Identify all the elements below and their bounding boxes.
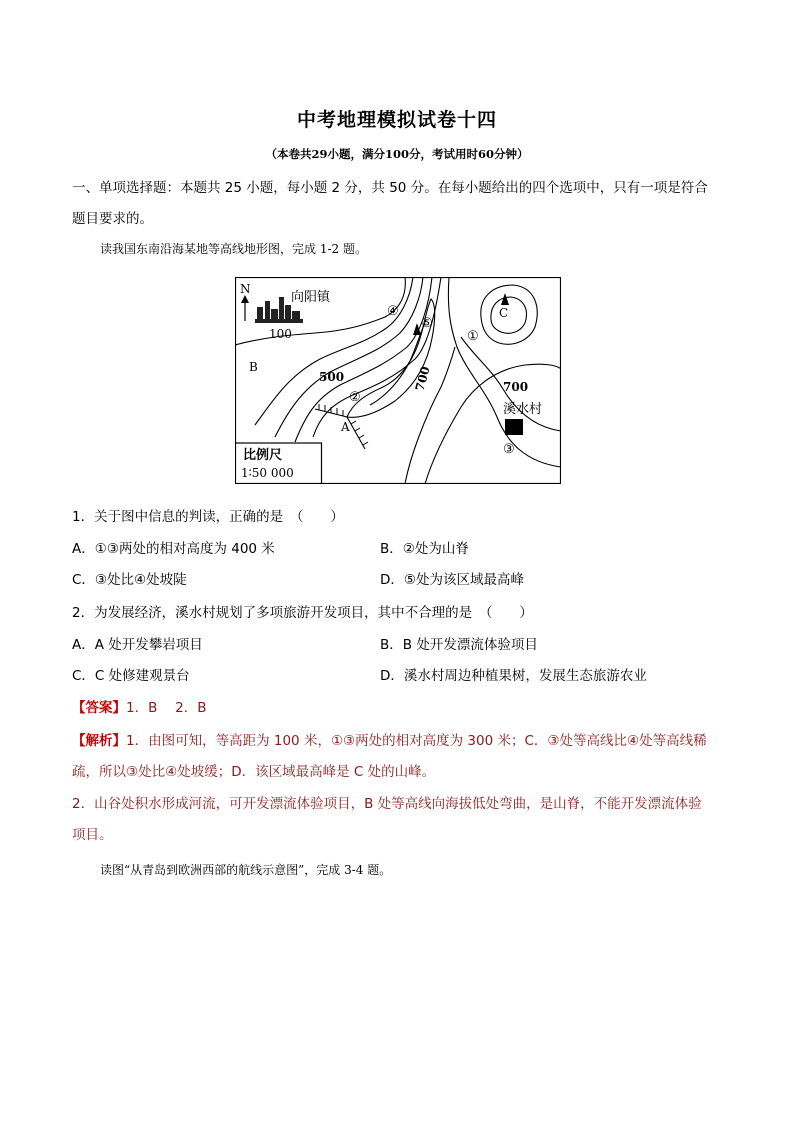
question-1-stem: 1．关于图中信息的判读，正确的是 （ ） bbox=[72, 509, 344, 525]
question-intro-3-4: 读图“从青岛到欧洲西部的航线示意图”，完成 3-4 题。 bbox=[100, 863, 392, 877]
analysis-line-1: 1．由图可知，等高距为 100 米，①③两处的相对高度为 300 米；C．③处等高线比④处等高线稀 bbox=[126, 733, 707, 749]
page-subtitle: （本卷共29小题，满分100分，考试用时60分钟） bbox=[265, 147, 529, 161]
village-icon bbox=[505, 419, 523, 435]
contour-label-500: 500 bbox=[319, 370, 345, 384]
question-2-stem: 2．为发展经济，溪水村规划了多项旅游开发项目，其中不合理的是 （ ） bbox=[72, 605, 533, 621]
mark-4: ④ bbox=[387, 304, 399, 319]
scale-label: 比例尺 bbox=[243, 448, 283, 463]
mark-1: ① bbox=[467, 329, 479, 344]
question-2-option-d: D．溪水村周边种植果树，发展生态旅游农业 bbox=[380, 668, 647, 684]
point-c-label: C bbox=[499, 306, 509, 320]
mark-2: ② bbox=[349, 390, 361, 405]
question-2-option-c: C．C 处修建观景台 bbox=[72, 668, 190, 684]
point-b-label: B bbox=[249, 360, 258, 374]
town-label: 向阳镇 bbox=[291, 290, 331, 305]
contour-label-700-b: 700 bbox=[503, 380, 529, 394]
question-1-option-a: A．①③两处的相对高度为 400 米 bbox=[72, 541, 275, 557]
answer-label: 【答案】 bbox=[72, 700, 126, 716]
scale-value: 1∶50 000 bbox=[241, 466, 294, 480]
section-instruction-line2: 题目要求的。 bbox=[72, 211, 153, 227]
contour-map bbox=[235, 277, 561, 484]
analysis-line-4: 项目。 bbox=[72, 827, 113, 843]
contour-label-100: 100 bbox=[269, 327, 292, 341]
mark-3: ③ bbox=[503, 442, 515, 457]
point-a-label: A bbox=[341, 420, 350, 434]
question-2-option-b: B．B 处开发漂流体验项目 bbox=[380, 637, 538, 653]
answer-text: 1．B 2．B bbox=[126, 700, 207, 716]
page-title: 中考地理模拟试卷十四 bbox=[296, 109, 497, 131]
section-instruction-line1: 一、单项选择题：本题共 25 小题，每小题 2 分，共 50 分。在每小题给出的四个选项中，只有一项是符合 bbox=[72, 180, 708, 196]
contour-map-figure bbox=[235, 277, 561, 484]
north-label: N bbox=[240, 282, 251, 296]
question-1-option-c: C．③处比④处坡陡 bbox=[72, 572, 187, 588]
analysis-row-1 bbox=[72, 729, 707, 749]
mark-5: ⑤ bbox=[421, 316, 433, 331]
question-1-option-b: B．②处为山脊 bbox=[380, 541, 469, 557]
analysis-label: 【解析】 bbox=[72, 733, 126, 749]
answer-row bbox=[72, 696, 207, 716]
question-intro-1-2: 读我国东南沿海某地等高线地形图，完成 1-2 题。 bbox=[100, 242, 367, 256]
contour-label-700-a: 700 bbox=[412, 364, 433, 393]
analysis-line-3: 2．山谷处积水形成河流，可开发漂流体验项目，B 处等高线向海拔低处弯曲，是山脊，不能开发漂流体验 bbox=[72, 796, 702, 812]
analysis-line-2: 疏，所以③处比④处坡缓；D．该区域最高峰是 C 处的山峰。 bbox=[72, 764, 436, 780]
question-2-option-a: A．A 处开发攀岩项目 bbox=[72, 637, 203, 653]
village-label: 溪水村 bbox=[503, 402, 543, 417]
question-1-option-d: D．⑤处为该区域最高峰 bbox=[380, 572, 524, 588]
